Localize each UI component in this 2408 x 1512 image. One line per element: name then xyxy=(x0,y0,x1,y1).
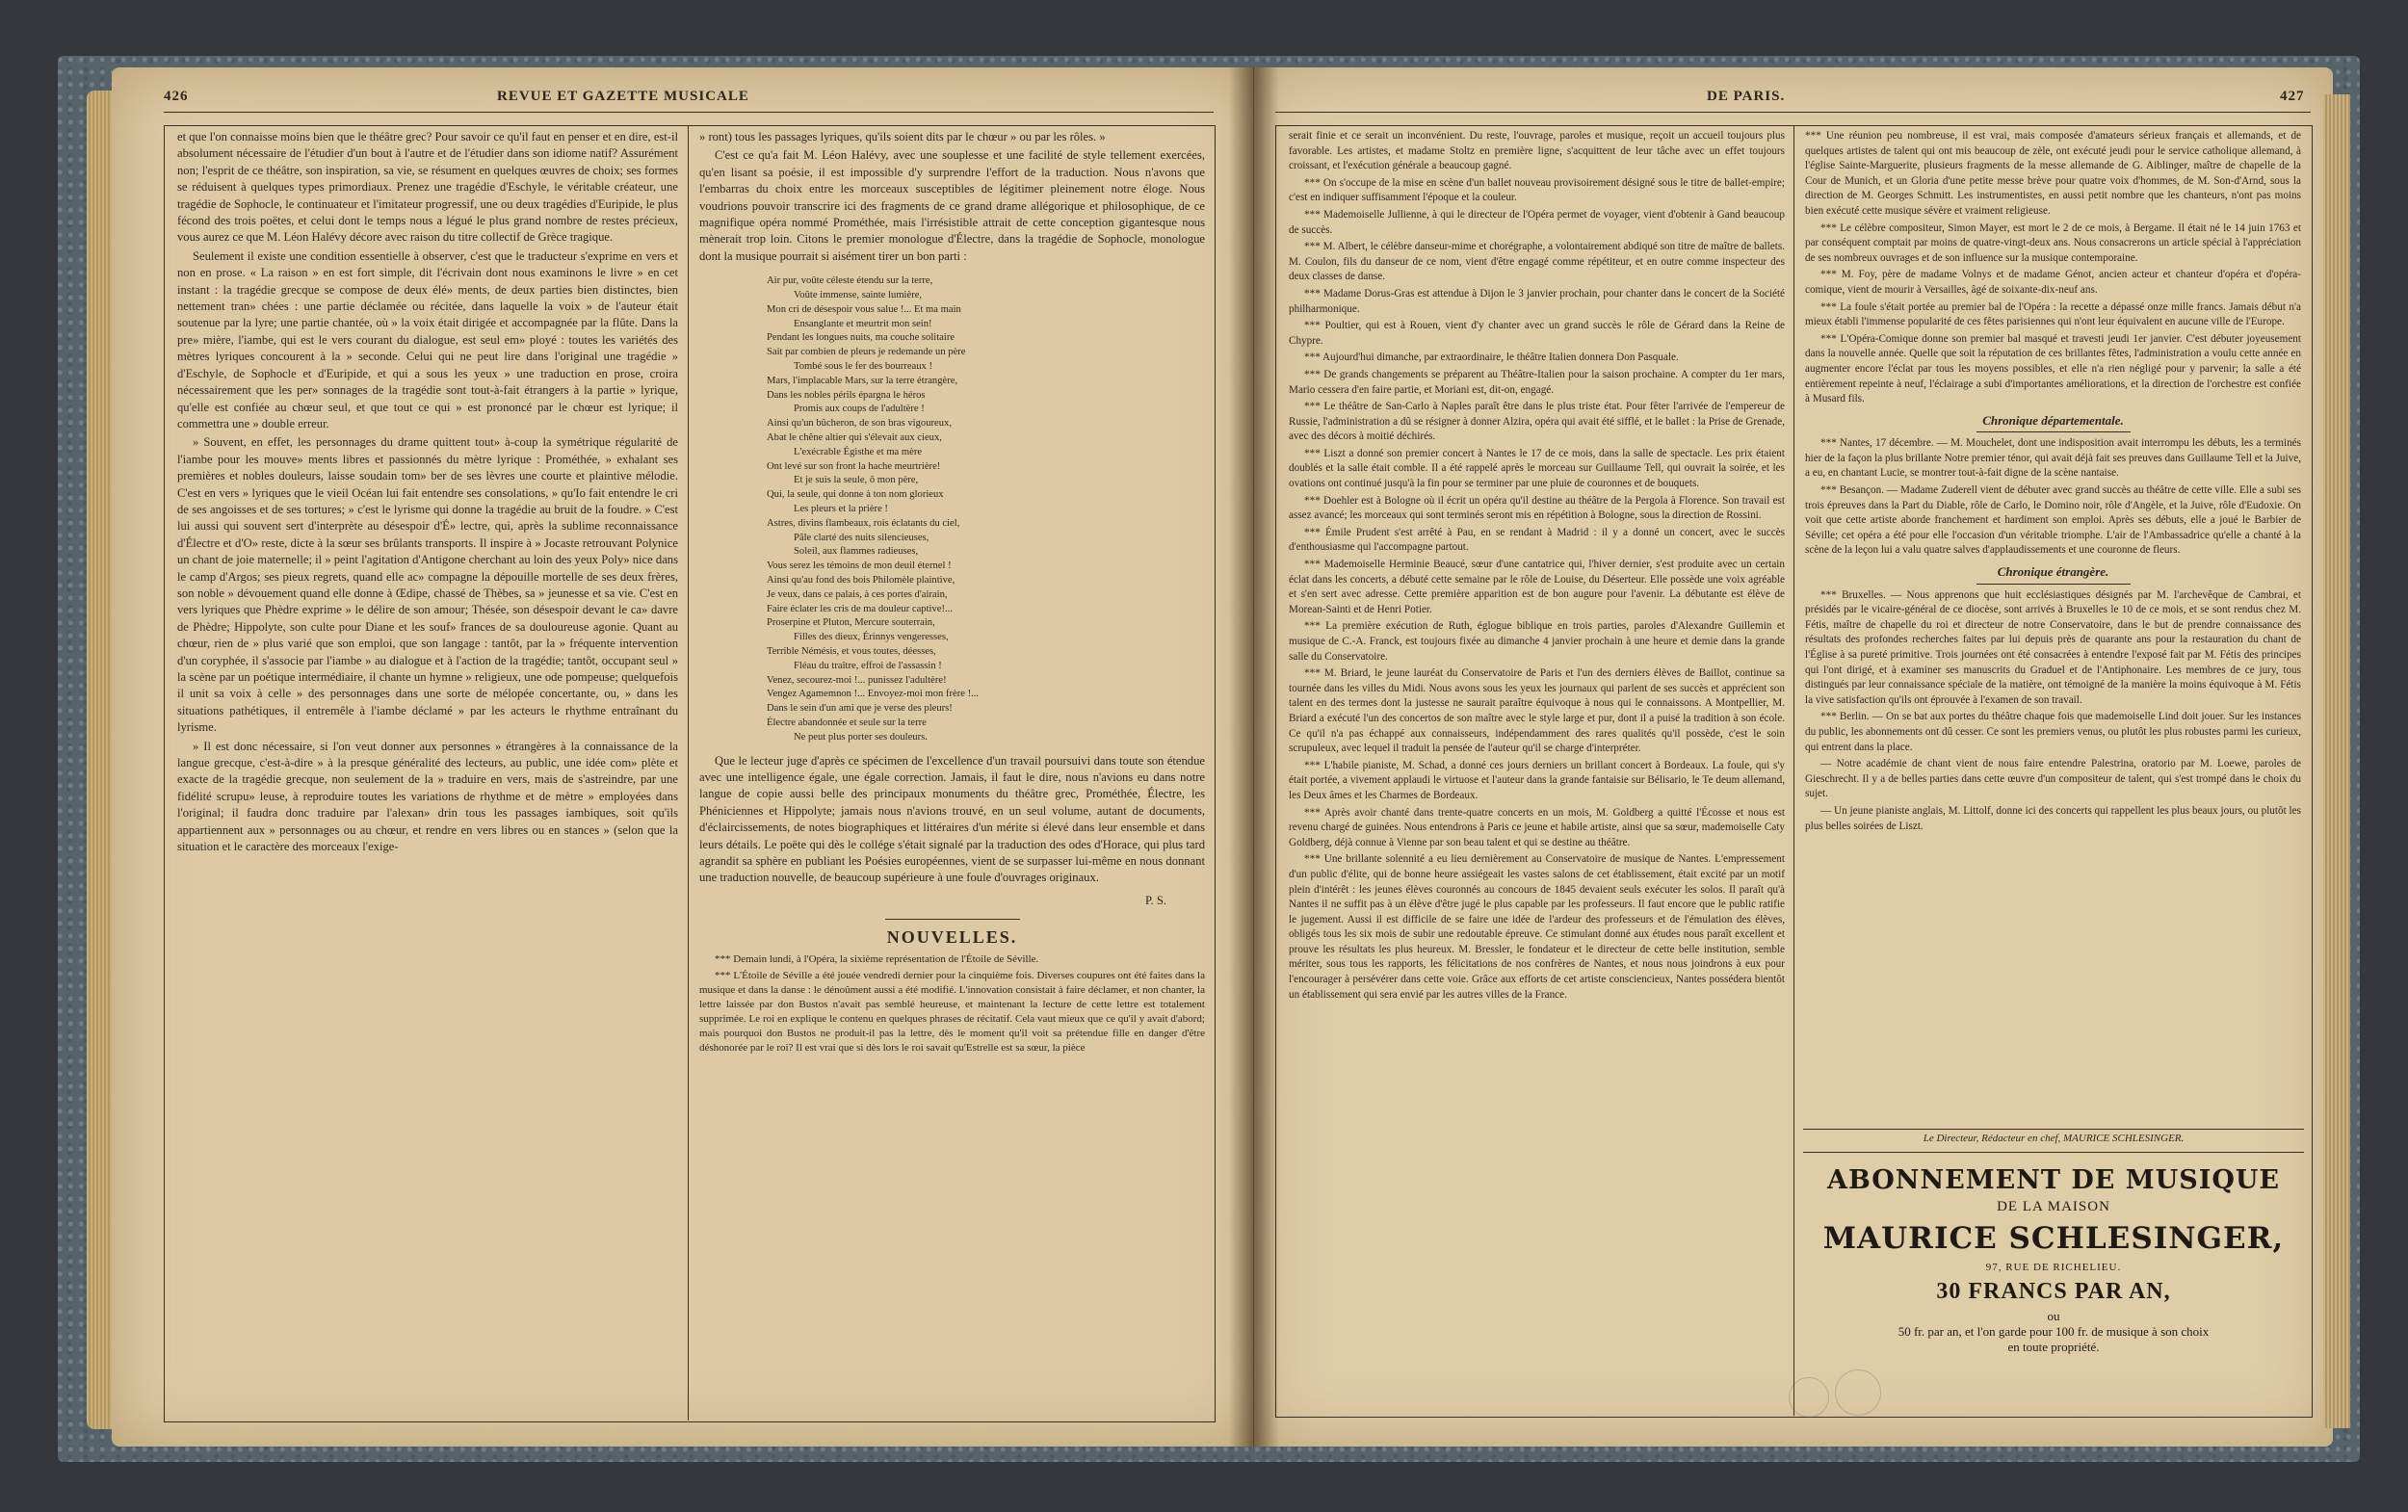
poem-line: Tombé sous le fer des bourreaux ! xyxy=(794,361,932,373)
poem-line: Qui, la seule, qui donne à ton nom glorieux xyxy=(767,489,944,501)
editor-rule xyxy=(1803,1129,2304,1130)
poem-line: Faire éclater les cris de ma douleur captive!... xyxy=(767,603,953,614)
poem-line: Fléau du traître, effroi de l'assassin ! xyxy=(794,660,942,671)
left-column-2 xyxy=(699,129,1205,1418)
news-item: *** On s'occupe de la mise en scène d'un ballet nouveau provisoirement désigné sous le titre de ballet-empire; c'est en indiquer suffisamment l'époque et la couleur. xyxy=(1289,176,1785,204)
news-item: *** Mademoiselle Jullienne, à qui le directeur de l'Opéra permet de voyager, vient d'obtenir à Gand beaucoup de succès. xyxy=(1289,208,1785,236)
page-edges-right xyxy=(2323,94,2350,1428)
paragraph: » Il est donc nécessaire, si l'on veut donner aux personnes » étrangères à la connaissance de la langue grecque, c'est-à-dire » à la presque généralité des lecteurs, au public, une idée com» plète et exacte de la tragédie grecque, non seulement de la » traduire en vers, mais de s'astreindre, par une fidélité scrupu» leuse, à reproduire toutes les variations de rhythme et de mètre » employées dans l'original; il faudra donc traduire par l'alexan» drin tous les passages iambiques, soit qu'ils appartiennent aux » personnages ou au chœur, et rendre en vers libres ou en stances » (selon que la situation et le caractère des morceaux l'exige- xyxy=(177,739,678,854)
poem-line: Venez, secourez-moi !... punissez l'adultère! xyxy=(767,674,947,686)
news-item: *** Madame Dorus-Gras est attendue à Dijon le 3 janvier prochain, pour chanter dans le concert de la Société philharmonique. xyxy=(1289,287,1785,315)
poem-line: Ainsi qu'un bûcheron, de son bras vigoureux, xyxy=(767,418,952,430)
library-stamp xyxy=(1789,1377,1829,1418)
nouvelles-heading: NOUVELLES. xyxy=(886,927,1018,948)
news-item: *** L'Opéra-Comique donne son premier bal masqué et travesti jeudi 1er janvier. C'est débuter joyeusement dans la nouvelle année. Quelle que soit la réputation de ces brillantes fêtes, l'administration a voulu cette année en augmenter encore l'éclat par tous les moyens possibles, et elle n'a rien négligé pour y parvenir; la salle a été entièrement repeinte à neuf, l'éclairage a subi d'importantes améliorations, et la direction de l'orchestre est confiée à Musard fils. xyxy=(1805,332,2301,405)
paragraph: » Souvent, en effet, les personnages du drame quittent tout» à-coup la symétrique régularité de l'iambe pour les mouve» ments libres et passionnés du mètre lyrique : Prométhée, » exhalant ses premières et nobles douleurs, laisse soudain tom» ber de ses lèvres une courte et plaintive mélodie. C'est en vers » lyriques que le vieil Océan lui fait entendre ses consolations, » qu'Io fait entendre le cri de ses angoisses et de ses tortures; » c'est le lyrisme qui donne la tragédie au bruit de la foudre. » C'est lui aussi qui souvent sert d'interprète au désespoir d'É» lectre, qui, après la sublime reconnaissance d'Électre et d'O» reste, dicte à la sœur ses brûlants transports. Il inspire à » Jocaste retrouvant Polynice un chant de joie maternelle; il » peint l'agitation d'Antigone cherchant au loin des yeux Poly» nice dans le camp d'Argos; ses pieux regrets, quand elle ac» compagne la dépouille mortelle de ses deux frères, son noble » dévouement quand elle donne à Œdipe, chassé de Thèbes, sa » jeunesse et sa vie. C'est en vers lyriques que Phèdre exprime » le délire de son amour; Thésée, son désespoir devant le ca» davre de Phèdre; Hippolyte, son culte pour Diane et les souf» frances de sa douloureuse agonie. Quant au chœur, rien de » plus varié que son emploi, que son langage : tantôt, par la » fréquente intervention d'un coryphée, il s'associe par l'iambe » au dialogue et à l'action de la tragédie; tantôt, occupant seul » la scène par un poétique intermédiaire, il chante un hymne » religieux, une ode pompeuse; quelquefois il unit sa voix à celle » des personnages dans une sorte de mélopée concertante, ou, » dans les situations pathétiques, il entremêle à l'iambe déclamé » par les acteurs le rhythme entraînant du lyrisme. xyxy=(177,435,678,735)
subscription-advertisement xyxy=(1803,1165,2304,1355)
poem-line: Et je suis la seule, ô mon père, xyxy=(794,475,919,486)
paragraph: » ront) tous les passages lyriques, qu'ils soient dits par le chœur » ou par les rôles. » xyxy=(699,130,1106,143)
right-running-title: DE PARIS. xyxy=(1707,89,1786,104)
news-item: *** Une brillante solennité a eu lieu dernièrement au Conservatoire de musique de Nantes. L'empressement d'un public d'élite, qui de bonne heure assiégeait les vastes salons de cet établissement, était excité par un motif plein d'intérêt : les jeunes élèves couronnés au concours de 1845 devaient seuls exécuter les solos. Il paraît qu'à Nantes il ne suffit pas à un élève d'être jugé le plus capable par les professeurs. Il faut encore que le public ratifie le jugement. Aussi il est difficile de se faire une idée de l'ardeur des professeurs et de l'émulation des élèves, obligés tous les six mois de subir une redoutable épreuve. Ce stimulant donné aux études nous paraît excellent et prouve les résultats les plus heureux. M. Bressler, le fondateur et le directeur de cette belle institution, semble mériter, sous tous les rapports, les félicitations de nos confrères de Nantes, et nous nous joindrons à eux pour l'encourager à persévérer dans cette voie. Grâce aux efforts de cet artiste consciencieux, Nantes possédera bientôt un établissement qui sera envié par les autres villes de la France. xyxy=(1289,853,1785,1001)
chronique-etrangere-heading: Chronique étrangère. xyxy=(1997,564,2109,580)
poem-line: Ne peut plus porter ses douleurs. xyxy=(794,731,928,743)
paragraph: C'est ce qu'a fait M. Léon Halévy, avec une souplesse et une facilité de style tellement exercées, qu'en lisant sa poésie, il est impossible d'y surprendre l'effort de la traduction. Nous n'avons que l'embarras du choix entre les morceaux susceptibles de légitimer pleinement notre éloge. Nous voudrions pouvoir transcrire ici des fragments de ce grand drame allégorique et philosophique, de ce magnifique opéra nommé Prométhée, mais l'irrésistible attrait de cette conception gigantesque nous mènerait trop loin. Citons le premier monologue d'Électre, dans la tragédie de Sophocle, monologue dont la musique pourrait si aisément tirer un bon parti : xyxy=(699,148,1205,263)
poem-line: Ont levé sur son front la hache meurtrière! xyxy=(767,460,941,472)
left-page-number: 426 xyxy=(164,89,189,104)
header-rule xyxy=(1275,112,2311,113)
column-divider xyxy=(1793,125,1794,1416)
editor-line: Le Directeur, Rédacteur en chef, MAURICE SCHLESINGER. xyxy=(1923,1133,2185,1144)
ad-subtitle: DE LA MAISON xyxy=(1997,1199,2110,1214)
news-item: *** La première exécution de Ruth, églogue biblique en trois parties, paroles d'Alexandre Guillemin et musique de C.-A. Franck, est toujours fixée au dimanche 4 janvier prochain à une heure et demie dans la grande salle du Conservatoire. xyxy=(1289,620,1785,663)
right-page-number: 427 xyxy=(2280,89,2305,104)
poem-line: Vous serez les témoins de mon deuil éternel ! xyxy=(767,560,952,572)
left-column-1 xyxy=(177,129,678,1418)
poem-line: Promis aux coups de l'adultère ! xyxy=(794,404,925,415)
ad-alternative-offer-end: en toute propriété. xyxy=(2007,1340,2100,1354)
news-item: *** De grands changements se préparent au Théâtre-Italien pour la saison prochaine. A compter du 1er mars, Mario cessera d'en faire partie, et Moriani est, dit-on, engagé. xyxy=(1289,368,1785,396)
news-item: *** M. Albert, le célèbre danseur-mime et chorégraphe, a volontairement abdiqué son titre de maître de ballets. M. Coulon, fils du danseur de ce nom, vient d'être engagé comme répétiteur, et en outre comme inspecteur des deux classes de danse. xyxy=(1289,241,1785,283)
poem-line: Voûte immense, sainte lumière, xyxy=(794,290,923,301)
news-item: *** Doehler est à Bologne où il écrit un opéra qu'il destine au théâtre de la Pergola à Florence. Son travail est assez avancé; les morceaux qui sont terminés seront mis en répétition à Bologne, sous la direction de Rossini. xyxy=(1289,494,1785,522)
ad-address: 97, RUE DE RICHELIEU. xyxy=(1985,1262,2122,1273)
header-rule xyxy=(164,112,1214,113)
news-item: *** Le célèbre compositeur, Simon Mayer, est mort le 2 de ce mois, à Bergame. Il était né le 14 juin 1763 et par conséquent comptait par moins de quatre-vingt-deux ans. Nous consacrerons un article spécial à l'appréciation de ses nombreux ouvrages et de son influence sur la musique contemporaine. xyxy=(1805,222,2301,264)
news-item: *** La foule s'était portée au premier bal de l'Opéra : la recette a dépassé onze mille francs. Jamais début n'a mieux établi l'immense popularité de ces fêtes parisiennes qui n'ont leur équivalent en aucune ville de l'Europe. xyxy=(1805,300,2301,328)
left-page xyxy=(112,67,1253,1447)
right-column-1 xyxy=(1289,129,1785,1412)
poem-line: Astres, divins flambeaux, rois éclatants du ciel, xyxy=(767,517,960,529)
news-item: *** Bruxelles. — Nous apprenons que huit ecclésiastiques désignés par M. l'archevêque de Cambrai, et présidés par le vicaire-général de ce diocèse, sont arrivés à Bruxelles le 10 de ce mois, et se sont rendus chez M. Fétis, maître de chapelle du roi et directeur de notre Conservatoire, dans le but de prendre connaissance des résultats des profondes recherches faites par lui depuis près de quarante ans pour la restauration du chant de l'Église à sa pureté primitive. Trois journées ont été consacrées à entendre l'exposé fait par M. Fétis des principes qui l'ont dirigé, et à examiner ses manuscrits du Graduel et de l'Antiphonaire. Les membres de ce jury, tous distingués par leur connaissance spéciale de la matière, ont témoigné de la manière la moins équivoque à M. Fétis la vive satisfaction qu'ils ont éprouvée à l'examen de son travail. xyxy=(1805,588,2301,706)
news-item: *** Besançon. — Madame Zuderell vient de débuter avec grand succès au théâtre de cette ville. Elle a subi ses trois épreuves dans la Part du Diable, rôle de Carlo, le Domino noir, rôle d'Angèle, et la Juive, rôle d'Eudoxie. On voit que cette artiste aborde franchement et hardiment son emploi. Après ses débuts, elle a joué le Barbier de Séville; cet opéra a été pour elle l'occasion d'un véritable triomphe. L'air de l'Ambassadrice qu'elle a chanté à la scène de la leçon lui a valu quatre salves d'applaudissements et une couronne de fleurs. xyxy=(1805,484,2301,557)
poem-line: Terrible Némésis, et vous toutes, déesses, xyxy=(767,645,936,657)
news-item: *** L'habile pianiste, M. Schad, a donné ces jours derniers un brillant concert à Bordeaux. La foule, qui s'y était portée, a vivement applaudi le virtuose et l'auteur dans la grande fantaisie sur Bélisario, le Te deum allemand, les Deux âmes et les Charmes de Bordeaux. xyxy=(1289,759,1785,801)
news-item: *** L'Étoile de Séville a été jouée vendredi dernier pour la cinquième fois. Diverses coupures ont été faites dans la musique et dans la danse : le dénoûment aussi a été modifié. L'innovation consistait à faire déclamer, et non chanter, la lettre laissée par don Bustos n'avait pas semblé heureuse, et maintenant la lecture de cette lettre est totalement supprimée. Le roi en explique le contenu en quelques phrases de récitatif. Cela vaut mieux que ce qu'il y avait d'abord; mais pourquoi don Bustos ne produit-il pas la lettre, dès le moment qu'il voit sa prétendue fille en danger d'être déshonorée par le roi? Il est vrai que si dès lors le roi savait qu'Estrelle est sa sœur, la pièce xyxy=(699,969,1205,1054)
ad-title: ABONNEMENT DE MUSIQUE xyxy=(1827,1165,2280,1195)
news-item: *** Mademoiselle Herminie Beaucé, sœur d'une cantatrice qui, l'hiver dernier, s'est produite avec un certain éclat dans les concerts, a débuté cette semaine par le rôle de Louise, du Déserteur. Elle possède une voix agréable et s'en sert avec adresse. Cette première apparition est de bon augure pour l'avenir. La débutante est élève de Morean-Sainti et de Henri Potier. xyxy=(1289,559,1785,615)
news-item: — Un jeune pianiste anglais, M. Littolf, donne ici des concerts qui rappellent les plus beaux jours, ou plutôt les plus belles soirées de Liszt. xyxy=(1805,804,2301,832)
ad-price: 30 FRANCS PAR AN, xyxy=(1936,1279,2171,1304)
news-item: *** Émile Prudent s'est arrêté à Pau, en se rendant à Madrid : il y a donné un concert, avec le succès d'enthousiasme qui l'accompagne partout. xyxy=(1289,526,1785,554)
news-item: serait finie et ce serait un inconvénient. Du reste, l'ouvrage, paroles et musique, reçoit un accueil toujours plus favorable. Les artistes, et madame Stoltz en première ligne, s'acquittent de leur tâche avec un effet toujours croissant, et l'exécution générale a beaucoup gagné. xyxy=(1289,130,1785,172)
poem-line: Abat le chêne altier qui s'élevait aux cieux, xyxy=(767,432,942,444)
signature: P. S. xyxy=(1144,893,1166,907)
poem-line: Filles des dieux, Érinnys vengeresses, xyxy=(794,632,949,643)
news-item: *** Aujourd'hui dimanche, par extraordinaire, le théâtre Italien donnera Don Pasquale. xyxy=(1304,352,1679,364)
poem-line: Je veux, dans ce palais, à ces portes d'airain, xyxy=(767,588,948,600)
paragraph: Seulement il existe une condition essentielle à observer, c'est que le traducteur s'exprime en vers et non en prose. « La raison » en est fort simple, dit l'écrivain dont nous examinons le livre » en cet instant : la tragédie grecque se compose de deux élé» ments, de deux parties bien distinctes, bien nettement tran» chées : une partie déclamée ou récitée, dans laquelle la voix » de l'auteur était soutenue par la lyre; une partie chantée, où » la voix était dirigée et accompagnée par la flûte. Dans la pre» mière, l'iambe, qui est le vers courant du dialogue, est seul em» ployé : toutes les variétés des mètres lyriques concourent à la » seconde. Celui qui ne peut lire dans l'original une tragédie » d'Eschyle, de Sophocle et d'Euripide, et qui a sous les yeux » une traduction en prose, croira nécessairement que les per» sonnages de la tragédie sont tout-à-fait étrangers à la partie » lyrique, qu'elle est confiée au chœur seul, et que tout ce qui » est prononcé par le chœur est lyrique; il commettra une » double erreur. xyxy=(177,248,678,430)
right-page xyxy=(1254,67,2333,1447)
section-rule xyxy=(1976,584,2131,585)
paragraph: Que le lecteur juge d'après ce spécimen de l'excellence d'un travail poursuivi dans toute son étendue avec une intelligence égale, une égale correction. Jamais, il faut le dire, nous n'avions eu dans notre langue de copie aussi belle des principaux monuments du théâtre grec, Prométhée, Électre, les Phéniciennes et Hippolyte; jamais nous n'avions trouvé, en un seul volume, autant de documents, d'éclaircissements, de notes biographiques et littéraires d'un mérite si élevé dans leur ensemble et dans leurs détails. Le poëte qui dès le collége s'était signalé par la traduction des odes d'Horace, qui plus tard agrandit sa sphère en publiant les Poésies européennes, vient de se surpasser lui-même en nous donnant une traduction nouvelle, de beaucoup supérieure à une foule d'ouvrages originaux. xyxy=(699,753,1205,885)
ad-or: ou xyxy=(2047,1309,2060,1323)
poem-line: Vengez Agamemnon !... Envoyez-moi mon frère !... xyxy=(767,689,980,700)
poem-line: Dans le sein d'un ami que je verse des pleurs! xyxy=(767,703,953,715)
left-running-title: REVUE ET GAZETTE MUSICALE xyxy=(497,89,749,104)
poem-line: Les pleurs et la prière ! xyxy=(794,504,888,514)
poem-line: Électre abandonnée et seule sur la terre xyxy=(767,717,927,728)
news-item: *** Une réunion peu nombreuse, il est vrai, mais composée d'amateurs sérieux français et allemands, et de quelques artistes de talent qui ont mis beaucoup de zèle, ont exécuté jeudi pour le service catholique allemand, à l'église Sainte-Marguerite, plusieurs fragments de la messe allemande de G. Aiblinger, maître de chapelle de la Cour de Munich, et un Gloria d'une petite messe brève pour quatre voix d'hommes, de M. Son-d'Arnd, sous la direction de M. Georges Schmitt. Les instrumentistes, en aussi petit nombre que les chanteurs, n'ont pas moins bien exécuté cette musique sévère et vraiment religieuse. xyxy=(1805,130,2301,217)
library-stamp xyxy=(1835,1369,1881,1416)
chronique-departementale-heading: Chronique départementale. xyxy=(1982,412,2124,428)
poem-line: Sait par combien de pleurs je redemande un père xyxy=(767,347,966,358)
ad-alternative-offer: 50 fr. par an, et l'on garde pour 100 fr. de musique à son choix xyxy=(1898,1324,2210,1339)
poem-line: Soleil, aux flammes radieuses, xyxy=(794,546,919,558)
right-column-2 xyxy=(1805,129,2301,996)
ornament-rule xyxy=(885,919,1020,920)
column-divider xyxy=(688,125,689,1421)
ad-publisher-name: MAURICE SCHLESINGER, xyxy=(1822,1221,2285,1256)
editor-rule xyxy=(1803,1152,2304,1153)
poem-line: Ainsi qu'au fond des bois Philomèle plaintive, xyxy=(767,574,955,586)
poem-line: L'exécrable Égisthe et ma mère xyxy=(794,446,923,457)
news-item: *** M. Briard, le jeune lauréat du Conservatoire de Paris et l'un des derniers élèves de Baillot, continue sa tournée dans les villes du Midi. Nous avons sous les yeux les journaux qui parlent de ses succès et apprécient son talent en des termes dont la justesse ne saurait paraître équivoque à nous qui le connaissons. A Montpellier, M. Briard a exécuté l'un des concertos de son maître avec le style large et pur, dont il a puisé la tradition à son école. Ce qu'il n'a pas échappé aux connaisseurs, indépendamment des rares qualités qu'il possède, c'est le soin scrupuleux, avec lequel il traduit la pensée de l'auteur qu'il se charge d'interpréter. xyxy=(1289,667,1785,755)
news-item: *** Demain lundi, à l'Opéra, la sixième représentation de l'Étoile de Séville. xyxy=(715,952,1039,965)
news-item: *** Berlin. — On se bat aux portes du théâtre chaque fois que mademoiselle Lind doit jouer. Sur les instances du public, les abonnements ont dû cesser. Ce sont les premiers venus, ou plutôt les plus robustes parmi les curieux, qui entrent dans la place. xyxy=(1805,711,2301,753)
poem-line: Mon cri de désespoir vous salue !... Et ma main xyxy=(767,303,961,315)
news-item: *** M. Foy, père de madame Volnys et de madame Génot, ancien acteur et chanteur d'opéra et d'opéra-comique, vient de mourir à Versailles, âgé de soixante-dix-neuf ans. xyxy=(1805,269,2301,296)
news-item: *** Le théâtre de San-Carlo à Naples paraît être dans le plus triste état. Pour fêter l'arrivée de l'empereur de Russie, l'administration a dû se résigner à donner Alzira, opéra qui avait été sifflé, et le ballet : la Prise de Grenade, avec des décors à moitié déchirés. xyxy=(1289,401,1785,443)
news-item: *** Poultier, qui est à Rouen, vient d'y chanter avec un grand succès le rôle de Gérard dans la Reine de Chypre. xyxy=(1289,320,1785,347)
poem-line: Ensanglante et meurtrit mon sein! xyxy=(794,318,932,329)
paragraph: et que l'on connaisse moins bien que le théâtre grec? Pour savoir ce qu'il faut en penser et en dire, est-il absolument nécessaire de l'étudier d'un bout à l'autre et de l'étudier dans son idiome natif? Assurément non; l'esprit de ce théâtre, son inspiration, sa vie, se résument en quelques œuvres de choix; ses formes se réduisent à quelques types primordiaux. Prenez une tragédie d'Eschyle, le véritable créateur, une tragédie de Sophocle, le continuateur et l'imitateur progressif, une ou deux tragédies d'Euripide, le plus fécond des trois poëtes, et celui dont le temps nous a légué le plus grand nombre de restes précieux, vous aurez ce que M. Léon Halévy décore avec raison du titre collectif de Grèce tragique. xyxy=(177,130,678,245)
open-book xyxy=(58,56,2360,1462)
poem-line: Air pur, voûte céleste étendu sur la terre, xyxy=(767,275,933,287)
poem-line: Pendant les longues nuits, ma couche solitaire xyxy=(767,332,955,344)
poem-line: Proserpine et Pluton, Mercure souterrain, xyxy=(767,617,935,629)
section-rule xyxy=(1976,431,2131,432)
poem-line: Mars, l'implacable Mars, sur la terre étrangère, xyxy=(767,375,958,386)
poem-line: Pâle clarté des nuits silencieuses, xyxy=(794,532,929,543)
news-item: *** Nantes, 17 décembre. — M. Mouchelet, dont une indisposition avait interrompu les débuts, les a terminés hier de la façon la plus brillante Notre premier ténor, qui avait déjà fait ses preuves dans Guillaume Tell et la Juive, a eu, en chantant Lucie, se montrer tout-à-fait digne de la scène nantaise. xyxy=(1805,437,2301,480)
news-item: — Notre académie de chant vient de nous faire entendre Palestrina, oratorio par M. Loewe, paroles de Gieschrecht. Il y a de belles parties dans cette œuvre d'un compositeur de talent, qui s'est trompé dans le choix du sujet. xyxy=(1805,758,2301,800)
poem-line: Dans les nobles périls épargna le héros xyxy=(767,389,926,401)
news-item: *** Liszt a donné son premier concert à Nantes le 17 de ce mois, dans la salle de spectacle. Les prix étaient doublés et la salle était comble. Il a été rappelé après le morceau sur Guillaume Tell, qui ouvrait la soirée, et les ovations ont continué jusqu'à la fin pour se terminer par une pluie de couronnes et de bouquets. xyxy=(1289,447,1785,490)
news-item: *** Après avoir chanté dans trente-quatre concerts en un mois, M. Goldberg a quitté l'Écosse et nous est revenu chargé de guinées. Nous entendrons à Paris ce jeune et habile artiste, ainsi que sa sœur, mademoiselle Caty Goldberg, déjà connue à Vienne par son beau talent et qui se destine au théâtre. xyxy=(1289,806,1785,848)
poem-electre xyxy=(699,267,1205,752)
book-gutter xyxy=(1229,67,1279,1447)
